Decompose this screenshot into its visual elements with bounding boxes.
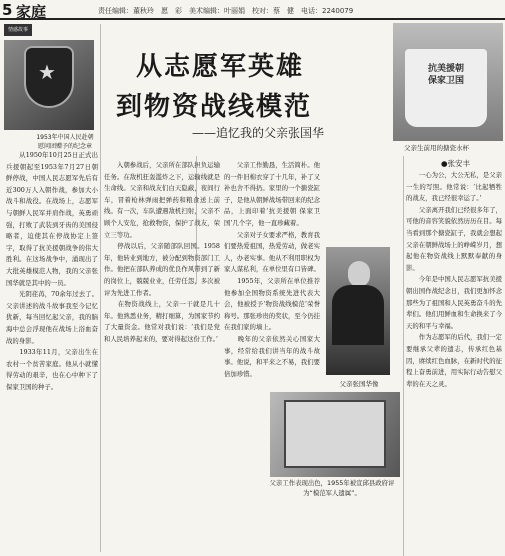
portrait-head [348,261,370,287]
article-column-1: 从1950年10月25日正式出兵援朝起至1953年7月27日朝鲜停战，中国人民志愿军先后有近300万人入朝作战，参加大小战斗和战役。在战场上，志愿军与朝鲜人民军并肩作战，英勇顽强，打败了武装到牙齿的美国侵略者，迫使其在停战协定上签字，取得了抗美援朝战争的伟大胜利。在这场战争中，涌现出了大批英雄模范人物，我的父亲张国华就是其中的一员。 光阴荏苒，70余年过去了。父亲讲述的战斗故事我至今记忆犹新，每当回忆起父亲，我的脑海中总会浮现他在战场上浴血奋战的身影。 1933年11月，父亲出生在农村一个贫苦家庭。他从小就懂得劳动的艰辛，也在心中种下了保家卫国的种子。 [6,151,98,391]
portrait-body [332,285,384,345]
author-byline: ●张安丰 [441,159,471,168]
star-icon: ★ [38,60,56,84]
portrait-caption: 父亲张国华像 [339,380,379,388]
certificate-photo [270,392,400,477]
masthead [0,0,505,20]
certificate-caption: 父亲工作表现出色，1955年被宣邱县政府评为“模范军人遗属”。 [269,479,395,497]
subheadline: ——追忆我的父亲张国华 [192,126,325,140]
headline-line-2: 到物资战线模范 [116,92,313,122]
medal-photo [4,40,94,130]
page-number: 5 [2,1,13,19]
certificate-paper [284,400,386,468]
article-column-3: 父亲工作勤恳，生活简朴。他的一件旧棉衣穿了十几年，补了又补也舍不得扔。家里的一个搪瓷缸子，是他从朝鲜战场带回来的纪念品，上面印着‘抗美援朝 保家卫国’几个字，他一直珍藏着。 父亲对子女要求严格，教育我们要热爱祖国，热爱劳动，做老实人，办老实事。他从不利用职权为家人谋私利，在单位里有口皆碑。 1955年，父亲所在单位推荐他参加全国物资系统先进代表大会，他被授予‘物资战线模范’荣誉称号。那张珍贵的奖状，至今仍挂在我们家的墙上。 晚年的父亲依然关心国家大事，经常给我们讲当年的战斗故事。他说，和平来之不易，我们要倍加珍惜。 [224,161,320,378]
medal-photo-caption: 1953年中国人民赴朝慰问团赠予的纪念章 [36,134,94,150]
cup-inscription: 抗美援朝 保家卫国 [427,64,464,86]
column-logo: 情感故事 [4,24,32,36]
article-column-4: 一心为公，大公无私，是父亲一生的写照。他常说：‘比起牺牲的战友，我已经很幸运了。’ 父亲离开我们已经很多年了，可他的音容笑貌依然历历在目。每当看到那个搪瓷缸子，我就会想起父亲在朝鲜战场上的峥嵘岁月，想起他在物资战线上默默奉献的身影。 今年是中国人民志愿军抗美援朝出国作战纪念日，我们更加怀念那些为了祖国和人民英勇奋斗的先辈们。他们用鲜血和生命换来了今天的和平与幸福。 作为志愿军的后代，我们一定要继承父辈的遗志，传承红色基因，赓续红色血脉，在新时代的征程上奋勇前进，用实际行动告慰父辈的在天之灵。 [406,171,502,388]
enamel-cup-photo [393,23,503,141]
headline-line-1: 从志愿军英雄 [136,52,305,82]
father-portrait [326,247,390,375]
cup-icon [405,49,487,127]
section-title: 家庭 [16,3,47,21]
column-divider [403,156,404,556]
column-divider [100,24,101,552]
cup-photo-caption: 父亲生前用的搪瓷水杯 [404,144,469,152]
editor-credits: 责任编辑：董秋玲 愿 彩 美术编辑：叶丽娟 校对：蔡 健 电话：2240079 [98,7,354,15]
article-column-2: 入朝参战后，父亲所在部队担负运输任务。在敌机狂轰滥炸之下，运输线就是生命线。父亲和战友们白天隐蔽，夜间行车，冒着枪林弹雨把弹药和粮食送上前线。有一次，车队遭遇敌机扫射，父亲不顾个人安危，抢救物资，保护了战友，荣立三等功。 停战以后，父亲随部队回国。1958年，他转业到地方，被分配到物资部门工作。他把在部队养成的优良作风带到了新的岗位上，兢兢业业，任劳任怨，多次被评为先进工作者。 在物资战线上，父亲一干就是几十年。他熟悉业务，精打细算，为国家节约了大量资金。他常对我们说：‘我们是党和人民培养起来的，要对得起这份工作。’ [104,161,220,343]
